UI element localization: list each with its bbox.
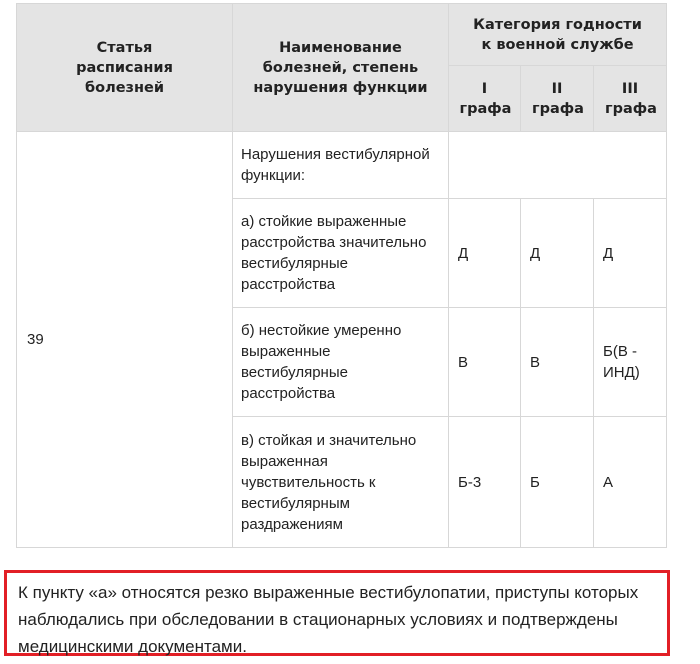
row-a-g1: Д: [458, 244, 469, 262]
row-b-g2: В: [530, 353, 541, 371]
table-row-c-g2: [521, 417, 594, 548]
table-row-c-g1: [449, 417, 521, 548]
row-a-g2: Д: [530, 244, 541, 262]
table-row-c-g3: [594, 417, 667, 548]
row-b-name: б) нестойкие умеренно выраженные вестибулярные расстройства: [241, 322, 402, 402]
empty-category-cell: [449, 132, 667, 199]
table-row-a-g3: [594, 199, 667, 308]
table-row-a-name: [233, 199, 449, 308]
row-b-g3: Б(В - ИНД): [603, 343, 640, 381]
header-category: [449, 4, 667, 66]
header-graph-1-label: I графа: [459, 80, 512, 117]
row-b-g1: В: [458, 353, 469, 371]
header-article: [17, 4, 233, 132]
table-row-c-name: [233, 417, 449, 548]
row-c-g3: А: [603, 473, 614, 491]
table-row-a-g1: [449, 199, 521, 308]
note-text: К пункту «а» относятся резко выраженные вестибулопатии, приступы которых наблюдались при обследовании в стационарных условиях и подтверждены медицинскими документами.: [18, 583, 639, 656]
article-number-cell: [17, 132, 233, 548]
row-a-name: а) стойкие выраженные расстройства значительно вестибулярные расстройства: [241, 213, 427, 293]
header-category-label: Категория годности к военной службе: [473, 16, 642, 53]
note-box: [4, 570, 670, 656]
table-row-b-g3: [594, 308, 667, 417]
table-row-b-g1: [449, 308, 521, 417]
table-row-a-g2: [521, 199, 594, 308]
header-name-label: Наименование болезней, степень нарушения функции: [253, 39, 428, 96]
row-a-g3: Д: [603, 244, 614, 262]
header-graph-1: [449, 66, 521, 132]
group-title: Нарушения вестибулярной функции:: [241, 146, 430, 184]
article-number: 39: [27, 331, 44, 348]
header-graph-2-label: II графа: [532, 80, 584, 117]
header-name: [233, 4, 449, 132]
table-row-b-g2: [521, 308, 594, 417]
group-title-cell: [233, 132, 449, 199]
header-graph-2: [521, 66, 594, 132]
header-article-label: Статья расписания болезней: [76, 39, 173, 96]
header-graph-3: [594, 66, 667, 132]
disease-schedule-table: [16, 3, 667, 548]
row-c-g1: Б-3: [458, 473, 482, 491]
header-graph-3-label: III графа: [605, 80, 657, 117]
table-row-b-name: [233, 308, 449, 417]
row-c-g2: Б: [530, 473, 540, 491]
row-c-name: в) стойкая и значительно выраженная чувствительность к вестибулярным раздражениям: [241, 431, 417, 533]
